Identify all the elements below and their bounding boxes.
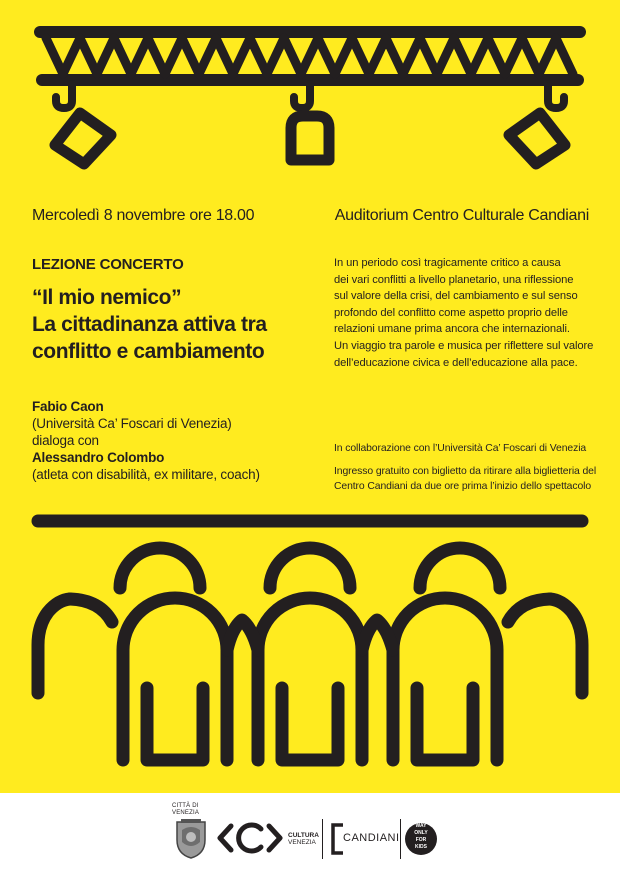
badge-line: WAY: [415, 823, 427, 829]
description-line: sul valore della crisi, del cambiamento e sul senso: [334, 290, 578, 303]
description-line: Un viaggio tra parole e musica per riflettere sul valore: [334, 339, 594, 352]
description-line: dei vari conflitti a livello planetario, una riflessione: [334, 273, 574, 286]
footer-divider: [400, 819, 401, 859]
badge-line: KIDS: [415, 844, 427, 850]
event-title: [32, 284, 267, 365]
badge-line: FOR: [415, 837, 427, 843]
speaker2-name: Alessandro Colombo: [32, 450, 165, 465]
title-line: “Il mio nemico”: [32, 286, 182, 309]
speaker-connector: dialoga con: [32, 433, 99, 448]
entry-line: Ingresso gratuito con biglietto da ritirare alla biglietteria del: [334, 466, 597, 477]
badge-line: ONLY: [414, 830, 428, 836]
footer-logos: [0, 793, 620, 877]
city-line1: CITTÀ DI: [172, 803, 199, 809]
city-line2: VENEZIA: [172, 810, 200, 816]
cultura-line2: VENEZIA: [288, 839, 316, 846]
entry-line: Centro Candiani da due ore prima l’inizio dello spettacolo: [334, 481, 592, 492]
audience-seats-graphic: [0, 510, 620, 793]
collaboration-note: In collaborazione con l’Università Ca’ Foscari di Venezia: [334, 443, 587, 454]
speaker1-name: Fabio Caon: [32, 399, 104, 414]
entry-info: [334, 464, 596, 494]
description-line: dell’educazione civica e dell’educazione alla pace.: [334, 356, 578, 369]
event-description: [334, 255, 593, 371]
event-kicker: LEZIONE CONCERTO: [32, 256, 184, 273]
description-line: In un periodo così tragicamente critico a causa: [334, 257, 561, 269]
event-venue: Auditorium Centro Culturale Candiani: [334, 207, 589, 224]
footer-divider: [322, 819, 323, 859]
lighting-truss-graphic: [0, 0, 620, 200]
event-date-time: Mercoledì 8 novembre ore 18.00: [32, 207, 255, 224]
badge-text: [404, 823, 438, 851]
description-line: profondo del conflitto come aspetto proprio delle: [334, 306, 568, 319]
cultura-line1: CULTURA: [288, 832, 319, 839]
speaker1-affiliation: (Università Ca’ Foscari di Venezia): [32, 416, 232, 431]
cultura-venezia-logo-icon: [217, 821, 283, 855]
venezia-coat-of-arms-icon: [173, 818, 209, 860]
candiani-wordmark: CANDIANI: [343, 832, 400, 844]
speaker2-affiliation: (atleta con disabilità, ex militare, coach): [32, 467, 260, 482]
description-line: relazioni umane prima ancora che internazionali.: [334, 323, 570, 336]
title-line: La cittadinanza attiva tra: [32, 313, 267, 336]
speakers-block: [32, 398, 260, 483]
title-line: conflitto e cambiamento: [32, 340, 265, 363]
